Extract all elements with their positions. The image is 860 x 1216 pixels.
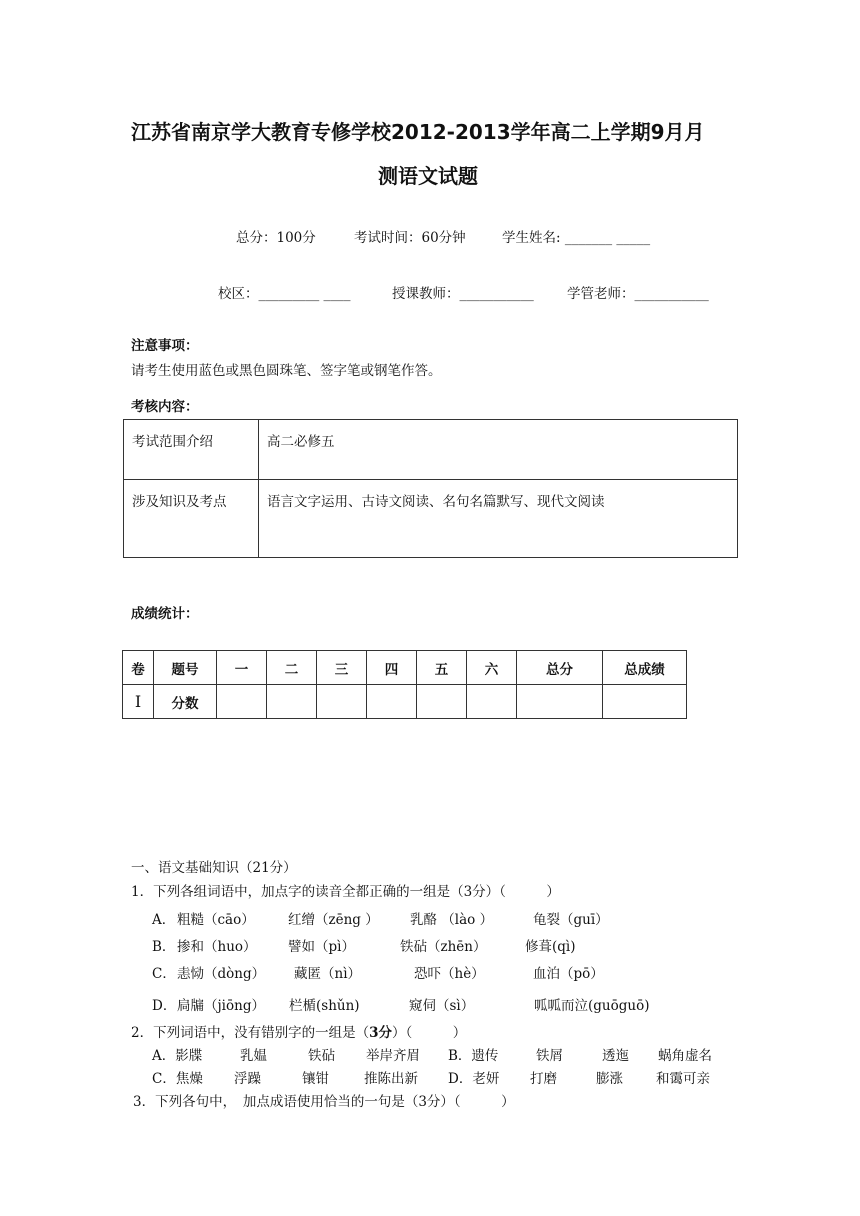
content-label: 涉及知识及考点 [124, 480, 259, 558]
option-label: A． [152, 912, 176, 928]
content-heading: 考核内容： [131, 399, 199, 415]
q2-item: 推陈出新 [364, 1071, 418, 1087]
row-label-number: 题号 [154, 651, 217, 685]
student-name-field: 学生姓名: _______ _____ [502, 230, 651, 246]
column-header: 总分 [517, 651, 603, 685]
content-value: 语言文字运用、古诗文阅读、名句名篇默写、现代文阅读 [259, 480, 738, 558]
exam-time: 考试时间：60分钟 [354, 230, 466, 246]
column-header: 四 [367, 651, 417, 685]
q1-option-a [152, 908, 609, 928]
campus-field: 校区：_________ ____ [218, 286, 351, 302]
section-heading: 一、语文基础知识（21分） [131, 860, 297, 876]
scores-heading: 成绩统计： [131, 606, 199, 622]
q2-row-1 [152, 1044, 712, 1064]
page-title-line2: 测语文试题 [378, 164, 478, 188]
q2-item: 举岸齐眉 [366, 1048, 420, 1064]
q2-item: D．老妍 [448, 1071, 500, 1087]
score-cell[interactable] [417, 685, 467, 719]
question-2-stem [131, 1021, 466, 1041]
option-item: 譬如（pì） [288, 939, 355, 955]
column-header: 五 [417, 651, 467, 685]
column-header: 总成绩 [603, 651, 687, 685]
q2-row-2 [152, 1067, 710, 1087]
q2-item: 膨涨 [596, 1071, 623, 1087]
q2-item: 铁屑 [536, 1048, 563, 1064]
option-item: 呱呱而泣(guōguō) [534, 998, 650, 1014]
content-label: 考试范围介绍 [124, 420, 259, 480]
roll-label: 卷 [123, 651, 154, 685]
q1-option-d [152, 994, 649, 1014]
option-item: 栏楯(shǔn) [289, 998, 360, 1014]
q2-stem-suffix: ）（ ） [392, 1025, 467, 1041]
option-item: 窥伺（sì） [409, 998, 475, 1014]
option-label: B． [152, 939, 176, 955]
page-title: 江苏省南京学大教育专修学校2012-2013学年高二上学期9月月 [131, 120, 705, 144]
q2-item: B．遗传 [448, 1048, 499, 1064]
option-item: 恚恸（dòng） [177, 966, 266, 982]
option-item: 掺和（huo） [177, 939, 257, 955]
notice-heading: 注意事项： [131, 338, 199, 354]
q2-stem-points: 3分 [369, 1025, 392, 1041]
option-item: 恐吓（hè） [414, 966, 485, 982]
column-header: 二 [267, 651, 317, 685]
q2-item: 透迤 [602, 1048, 629, 1064]
question-1-stem: 1．下列各组词语中，加点字的读音全都正确的一组是（3分）（ ） [131, 884, 560, 900]
option-label: D． [152, 998, 177, 1014]
total-score: 总分：100分 [236, 230, 316, 246]
q2-item: 乳媪 [240, 1048, 267, 1064]
option-item: 乳酪 （lào ） [410, 912, 494, 928]
q2-item: 镶钳 [302, 1071, 329, 1087]
option-item: 红缯（zēng ） [288, 912, 379, 928]
option-item: 粗糙（cāo） [177, 912, 255, 928]
option-item: 扃牖（jiōng） [177, 998, 265, 1014]
manager-field: 学管老师：___________ [567, 286, 709, 302]
score-cell[interactable] [467, 685, 517, 719]
content-table [123, 419, 738, 558]
q1-option-b [152, 935, 576, 955]
score-cell[interactable] [603, 685, 687, 719]
question-3-stem: 3．下列各句中， 加点成语使用恰当的一句是（3分）（ ） [133, 1094, 515, 1110]
score-cell[interactable] [317, 685, 367, 719]
score-cell[interactable] [217, 685, 267, 719]
q2-item: C．焦燥 [152, 1071, 203, 1087]
q2-item: 和霭可亲 [656, 1071, 710, 1087]
content-value: 高二必修五 [259, 420, 738, 480]
roll-number: Ⅰ [123, 685, 154, 719]
notice-text: 请考生使用蓝色或黑色圆珠笔、签字笔或钢笔作答。 [131, 363, 442, 379]
option-item: 修葺(qì) [525, 939, 576, 955]
q2-item: A．影牒 [152, 1048, 203, 1064]
q2-item: 浮躁 [234, 1071, 261, 1087]
row-label-score: 分数 [154, 685, 217, 719]
teacher-field: 授课教师：___________ [392, 286, 534, 302]
option-item: 铁砧（zhēn） [400, 939, 487, 955]
option-label: C． [152, 966, 176, 982]
option-item: 血泊（pō） [533, 966, 604, 982]
option-item: 龟裂（guī） [533, 912, 609, 928]
q2-item: 打磨 [530, 1071, 557, 1087]
column-header: 六 [467, 651, 517, 685]
option-item: 藏匿（nì） [294, 966, 362, 982]
score-cell[interactable] [267, 685, 317, 719]
score-cell[interactable] [517, 685, 603, 719]
score-cell[interactable] [367, 685, 417, 719]
column-header: 一 [217, 651, 267, 685]
q1-option-c [152, 962, 604, 982]
q2-item: 铁砧 [308, 1048, 335, 1064]
q2-stem-prefix: 2．下列词语中，没有错别字的一组是（ [131, 1025, 370, 1041]
score-table [122, 650, 687, 719]
q2-item: 蜗角虚名 [658, 1048, 712, 1064]
column-header: 三 [317, 651, 367, 685]
